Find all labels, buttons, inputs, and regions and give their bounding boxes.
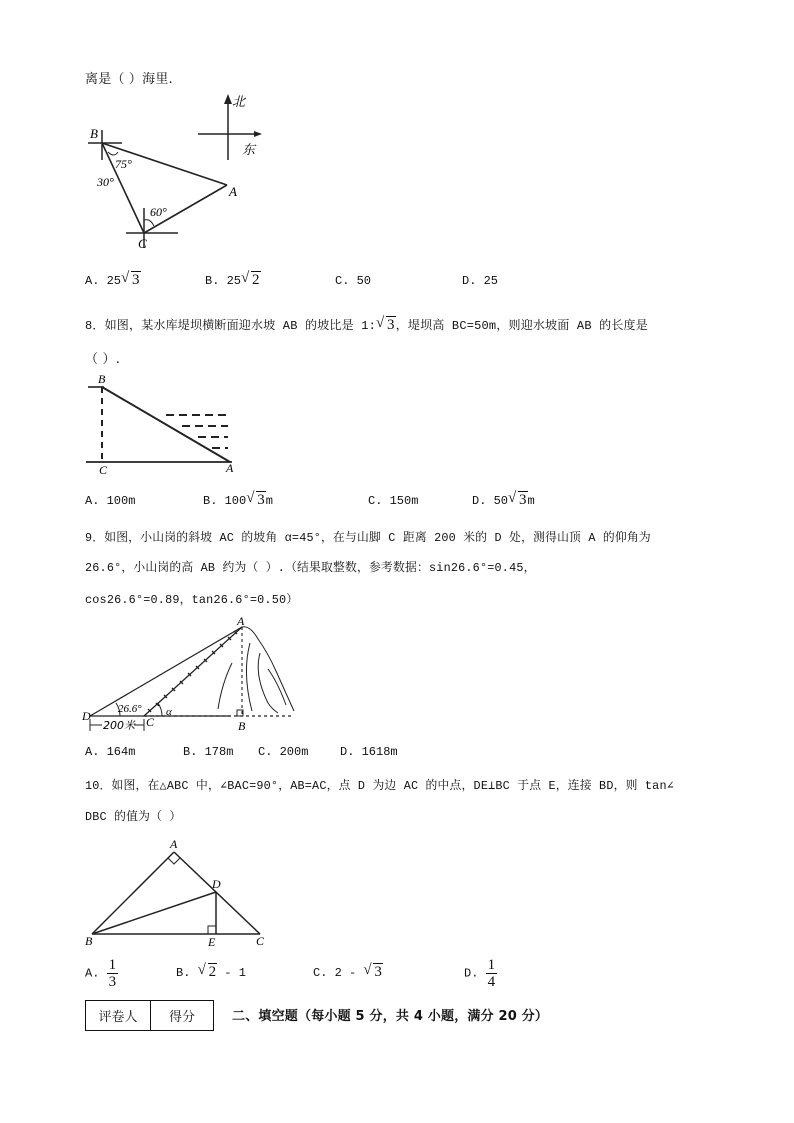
q9-distance-label: 200米 — [103, 719, 135, 732]
q10-label-e: E — [208, 935, 216, 949]
q8-option-a[interactable]: A. 100m — [85, 494, 136, 508]
q7-figure — [82, 88, 272, 256]
grading-table — [85, 1000, 214, 1031]
q8-option-c[interactable]: C. 150m — [368, 494, 419, 508]
q8-label-a: A — [226, 461, 234, 475]
q10-label-c: C — [256, 934, 265, 948]
q8-figure — [82, 370, 242, 475]
q7-option-b[interactable]: B. 25√ 2 — [205, 272, 261, 289]
q7-option-d[interactable]: D. 25 — [462, 274, 499, 288]
q9-question-line3: cos26.6°=0.89，tan26.6°=0.50） — [85, 593, 299, 607]
q9-label-a: A — [237, 614, 245, 628]
q7-label-a: A — [229, 184, 237, 199]
q10-label-b: B — [85, 934, 93, 948]
q10-option-b[interactable]: B. √ 2 - 1 — [176, 964, 246, 981]
score-cell: 得分 — [151, 1001, 214, 1031]
section2-title: 二、填空题（每小题 5 分，共 4 小题，满分 20 分） — [232, 1009, 549, 1024]
q9-figure — [82, 613, 302, 738]
q9-option-b[interactable]: B. 178m — [183, 745, 234, 759]
q9-angle-label: 26.6° — [118, 703, 142, 715]
q9-alpha-label: α — [166, 706, 172, 718]
q8-label-c: C — [99, 463, 108, 475]
q7-angle-75: 75° — [115, 157, 132, 171]
q8-question-line1: 8．如图，某水库堤坝横断面迎水坡 AB 的坡比是 1:√ 3，堤坝高 BC=50m，则迎水坡面 AB 的长度是 — [85, 316, 648, 334]
q10-label-a: A — [170, 837, 178, 851]
q7-compass-east: 东 — [242, 143, 256, 158]
q10-label-d: D — [212, 877, 221, 891]
q8-label-b: B — [98, 372, 106, 386]
q10-option-d[interactable]: D. $\frac{1}{4}$ — [464, 957, 496, 990]
q9-label-b: B — [238, 719, 246, 733]
q9-label-d: D — [82, 709, 91, 723]
q8-option-b[interactable]: B. 100√ 3m — [203, 492, 273, 509]
q10-option-a[interactable]: A. $\frac{1}{3}$ — [85, 957, 117, 990]
q10-question-line2: DBC 的值为（ ） — [85, 810, 182, 824]
q9-option-a[interactable]: A. 164m — [85, 745, 136, 759]
q10-option-c[interactable]: C. 2 - √ 3 — [313, 964, 383, 981]
q9-label-c: C — [146, 715, 155, 729]
q8-option-d[interactable]: D. 50√ 3m — [472, 492, 535, 509]
q7-option-a[interactable]: A. 25√ 3 — [85, 272, 141, 289]
q9-option-d[interactable]: D. 1618m — [340, 745, 398, 759]
grader-cell: 评卷人 — [86, 1001, 151, 1031]
q9-question-line2: 26.6°，小山岗的高 AB 约为（ ）.（结果取整数，参考数据：sin26.6°=0.45， — [85, 561, 536, 575]
q7-label-c: C — [138, 236, 147, 251]
q9-question-line1: 9．如图，小山岗的斜坡 AC 的坡角 α=45°，在与山脚 C 距离 200 米的 D 处，测得山顶 A 的仰角为 — [85, 531, 651, 545]
q7-question-tail: 离是（ ）海里. — [85, 72, 173, 87]
q7-angle-30: 30° — [97, 175, 114, 189]
q7-angle-60: 60° — [150, 205, 167, 219]
q10-question-line1: 10．如图，在△ABC 中，∠BAC=90°，AB=AC，点 D 为边 AC 的中点，DE⊥BC 于点 E，连接 BD，则 tan∠ — [85, 779, 675, 793]
q9-option-c[interactable]: C. 200m — [258, 745, 309, 759]
q7-compass-north: 北 — [232, 95, 246, 110]
q8-question-line2: （ ）. — [85, 352, 121, 367]
q7-option-c[interactable]: C. 50 — [335, 274, 372, 288]
q10-figure — [82, 835, 282, 950]
q7-label-b: B — [90, 126, 98, 141]
